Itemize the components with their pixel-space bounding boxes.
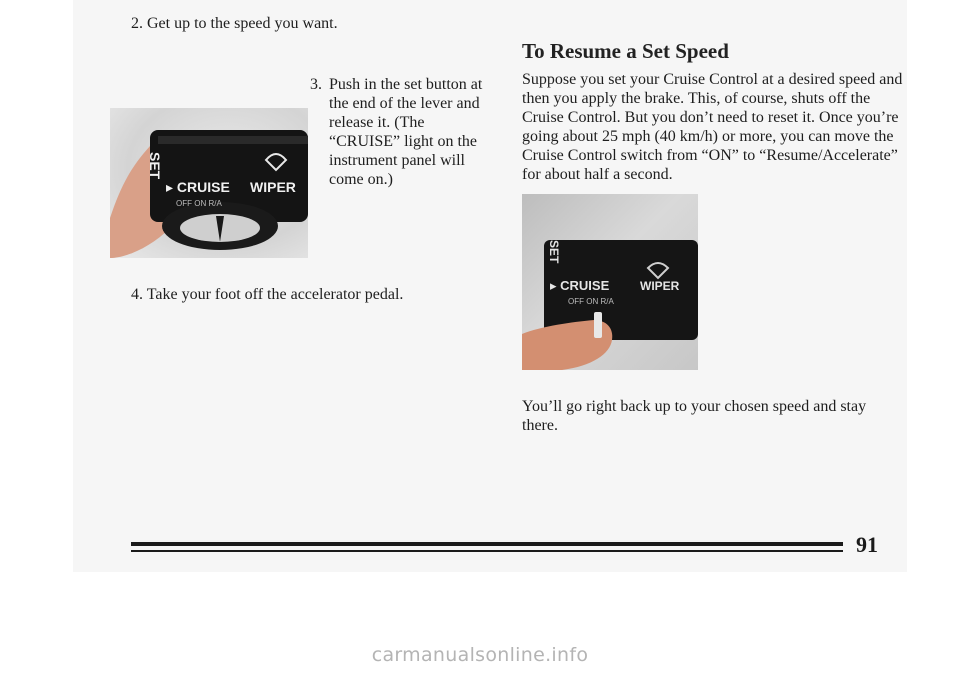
mode-labels: OFF ON R/A <box>176 199 222 208</box>
wiper-label: WIPER <box>640 279 680 293</box>
final-paragraph: You’ll go right back up to your chosen speed and stay there. <box>522 398 867 434</box>
resume-switch-illustration <box>522 194 698 370</box>
cruise-lever-photo <box>110 108 308 258</box>
switch-knob <box>594 312 602 338</box>
page-number: 91 <box>856 532 878 557</box>
cruise-label: ▸ CRUISE <box>166 179 230 195</box>
section-heading: To Resume a Set Speed <box>522 39 729 63</box>
step-3-text: Push in the set button at the end of the lever and release it. (The “CRUISE” light on the instrument panel will come on.) <box>329 76 483 188</box>
resume-paragraph: Suppose you set your Cruise Control at a desired speed and then you apply the brake. This, of course, shuts off the Cruise Control. But you don’t need to reset it. Once you’re going about 25 mph (40 km/h) or more, you can move the Cruise Control switch from “ON” to “Resume/Accelerate” for about half a second. <box>522 71 903 183</box>
mode-labels: OFF ON R/A <box>568 297 614 306</box>
footer-rule-thick <box>131 542 843 546</box>
step-2-text: 2. Get up to the speed you want. <box>131 15 338 32</box>
step-4-text: 4. Take your foot off the accelerator pedal. <box>131 286 404 303</box>
step-3-number: 3. <box>310 76 322 93</box>
wiper-label: WIPER <box>250 179 296 195</box>
set-label: SET <box>547 240 561 264</box>
cruise-lever-illustration <box>110 108 308 258</box>
resume-switch-photo <box>522 194 698 370</box>
watermark-text: carmanualsonline.info <box>371 644 589 666</box>
footer-rule-thin <box>131 550 843 552</box>
set-label: SET <box>147 152 163 180</box>
cruise-label: ▸ CRUISE <box>550 278 610 293</box>
